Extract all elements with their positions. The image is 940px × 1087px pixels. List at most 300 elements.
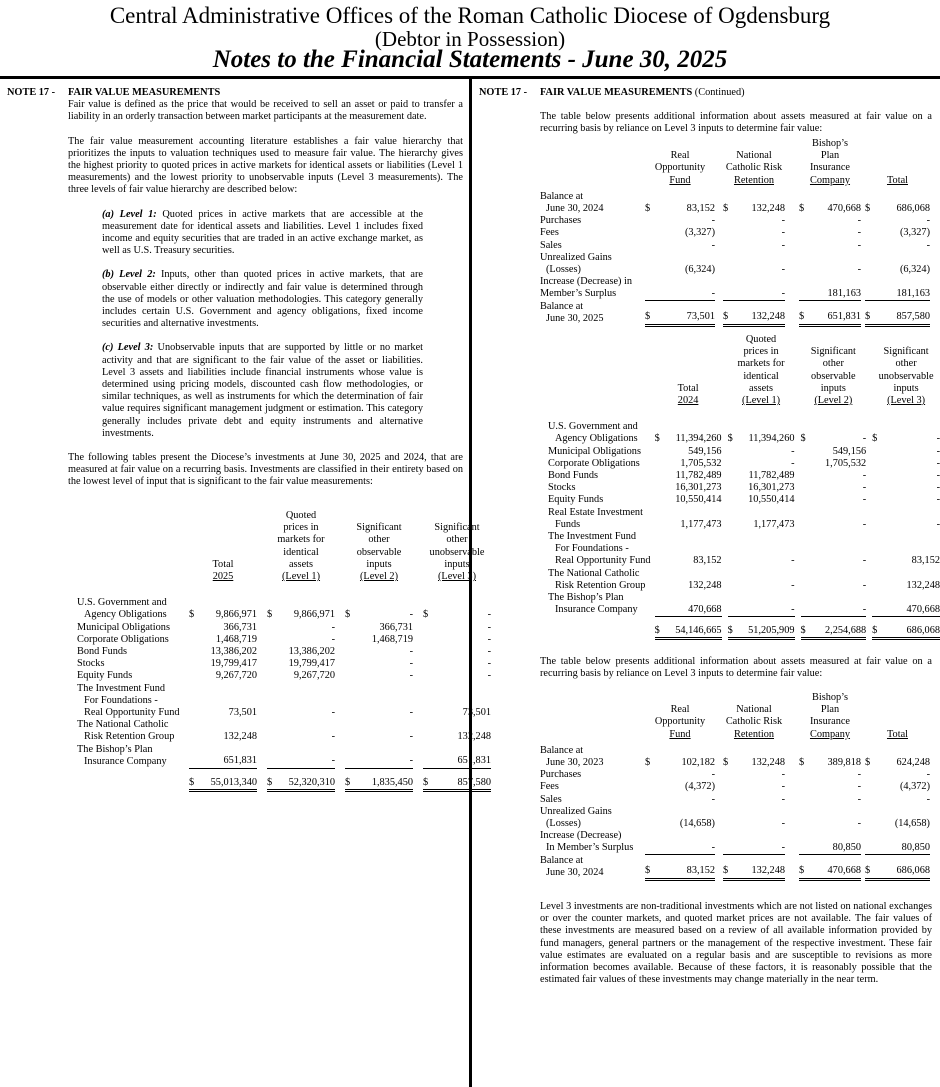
row-label [77, 622, 189, 634]
row-label-line: Member’s Surplus [540, 288, 617, 300]
rollforward-intro-2025: The table below presents additional information about assets measured at fair value on a recurring basis by reliance on Level 3 inputs to determine fair value: [540, 111, 932, 135]
currency-sign [799, 276, 809, 300]
column-header-line: unobservable [878, 370, 934, 382]
spacer-cell [548, 616, 940, 625]
col-gap [335, 634, 345, 646]
cell-value: (14,658) [894, 818, 930, 830]
table-row [548, 494, 940, 506]
column-header [655, 334, 722, 407]
table-row [77, 646, 491, 658]
currency-sign [801, 458, 810, 470]
level2-description [102, 269, 423, 330]
cell-value: - [791, 555, 795, 567]
row-label [548, 446, 655, 458]
column-header-line: National [736, 150, 772, 162]
currency-sign [189, 744, 199, 768]
row-label [540, 240, 645, 252]
rollforward-row [540, 806, 930, 830]
currency-sign [865, 830, 875, 854]
cell-value: - [936, 433, 940, 445]
row-label [77, 719, 189, 743]
column-header-line: prices in [283, 522, 319, 534]
column-header-line: other [368, 534, 390, 546]
cell-value: - [736, 592, 794, 616]
cell-value: (6,324) [899, 264, 930, 276]
currency-sign [865, 240, 875, 252]
row-label-line: Corporate Obligations [77, 633, 169, 645]
note-title-right: FAIR VALUE MEASUREMENTS [540, 87, 693, 98]
row-label [540, 830, 645, 854]
col-gap [257, 510, 267, 583]
spacer-cell [77, 583, 491, 597]
cell-value: - [655, 830, 715, 854]
column-header-line: other [822, 358, 844, 370]
cell-value: - [936, 470, 940, 482]
cell-value: 470,668 [827, 203, 861, 215]
cell-value: - [781, 239, 785, 251]
cell-value: (3,327) [899, 227, 930, 239]
column-header-line: Catholic Risk [725, 716, 783, 728]
col-gap [785, 806, 799, 830]
currency-sign [655, 592, 664, 616]
col-gap [715, 215, 723, 227]
cell-value: 73,501 [228, 707, 257, 719]
currency-sign [801, 446, 810, 458]
debtor-status: (Debtor in Possession) [374, 27, 566, 51]
cell-value: 9,866,971 [215, 609, 257, 621]
cell-value: 13,386,202 [210, 646, 257, 658]
cell-value: - [331, 621, 335, 633]
currency-sign: $ [645, 203, 651, 215]
currency-sign: $ [799, 757, 805, 769]
currency-sign [801, 470, 810, 482]
currency-sign [423, 658, 433, 670]
rollforward-intro-2024-block [540, 656, 932, 680]
currency-sign [189, 658, 199, 670]
cell-value: - [857, 227, 861, 239]
investments-table-2024 [548, 334, 940, 640]
level3-explanation-block [540, 901, 932, 986]
column-header-line: Significant [883, 346, 929, 358]
col-gap [413, 597, 423, 621]
currency-sign: $ [654, 433, 660, 445]
currency-sign [655, 446, 664, 458]
level2-text: Inputs, other than quoted prices in active markets, that are observable either directly or indirectly and fair value is determined through the use of models or other valuation methodologies. This category generally includes certain U.S. Government and agency obligations, fixed income securities and alternative investments. [102, 269, 424, 330]
row-label-line: Increase (Decrease) in [540, 276, 633, 288]
note-title-left: FAIR VALUE MEASUREMENTS [68, 87, 221, 98]
table-row [77, 622, 491, 634]
currency-sign [267, 658, 277, 670]
currency-sign [345, 658, 355, 670]
cell-value: (4,372) [899, 781, 930, 793]
currency-sign: $ [865, 855, 875, 879]
row-label-line: Stocks [77, 658, 105, 670]
col-gap [335, 670, 345, 682]
currency-sign [189, 646, 199, 658]
row-label-line: (Losses) [546, 264, 581, 276]
table-row [77, 658, 491, 670]
column-header [799, 138, 861, 187]
row-label [77, 670, 189, 682]
currency-sign [267, 744, 277, 768]
currency-sign [655, 458, 664, 470]
column-header-line: unobservable [429, 546, 485, 558]
row-label-line: The Investment Fund [77, 682, 166, 694]
row-label-line: Risk Retention Group [84, 731, 175, 743]
cell-value: - [331, 633, 335, 645]
cell-value: - [331, 707, 335, 719]
currency-sign [872, 568, 881, 592]
col-gap [785, 769, 799, 781]
col-gap [785, 276, 799, 300]
level1-description [102, 209, 423, 258]
currency-sign [728, 458, 737, 470]
currency-sign [723, 830, 733, 854]
row-label-line: Agency Obligations [84, 609, 167, 621]
cell-value: 16,301,273 [748, 482, 795, 494]
currency-sign [865, 276, 875, 300]
rollforward-intro-2024: The table below presents additional information about assets measured at fair value on a recurring basis by reliance on Level 3 inputs to determine fair value: [540, 656, 932, 680]
cell-value: - [487, 621, 491, 633]
row-label-line: Real Estate Investment [548, 506, 643, 518]
table-row [77, 683, 491, 720]
total-value: 2,254,688 [809, 625, 866, 639]
column-header-line: Opportunity [654, 716, 706, 728]
column-header-period: (Level 2) [359, 571, 399, 583]
column-header-line: observable [811, 370, 856, 382]
currency-sign: $ [723, 757, 729, 769]
column-header-period: (Level 3) [437, 571, 477, 583]
currency-sign [345, 646, 355, 658]
currency-sign: $ [189, 609, 195, 621]
column-header [728, 334, 795, 407]
currency-sign [801, 494, 810, 506]
currency-sign [723, 806, 733, 830]
table-row [548, 531, 940, 568]
column-header-line: Company [809, 728, 851, 740]
cell-value: 181,163 [875, 276, 930, 300]
currency-sign [872, 482, 881, 494]
currency-sign [799, 215, 809, 227]
col-gap [785, 781, 799, 793]
col-gap [715, 855, 723, 879]
row-label-line: Risk Retention Group [555, 579, 646, 591]
cell-value: 651,831 [809, 301, 861, 325]
col-gap [257, 597, 267, 621]
cell-value: 132,248 [223, 731, 257, 743]
rollforward-row [540, 769, 930, 781]
row-label [77, 646, 189, 658]
row-label [540, 745, 645, 769]
cell-value: 686,068 [875, 855, 930, 879]
column-header-line: Fund [669, 174, 691, 186]
currency-sign [799, 794, 809, 806]
currency-sign [645, 252, 655, 276]
currency-sign [645, 806, 655, 830]
column-header-line: Retention [733, 728, 775, 740]
col-gap [335, 683, 345, 720]
col-gap [715, 794, 723, 806]
column-header-line: inputs [893, 382, 919, 394]
currency-sign [801, 482, 810, 494]
currency-sign [723, 252, 733, 276]
col-gap [335, 744, 345, 768]
row-label-line: Fees [540, 227, 559, 239]
row-label-line: Balance at [540, 300, 584, 312]
spacer-row [548, 407, 940, 421]
column-header-line: inputs [366, 558, 392, 570]
column-header-line: other [446, 534, 468, 546]
currency-sign: $ [800, 433, 806, 445]
currency-sign: $ [189, 777, 199, 791]
table-row [77, 744, 491, 768]
column-header-line: identical [743, 370, 779, 382]
row-label [548, 531, 655, 568]
spacer-row [77, 768, 491, 777]
cell-value: - [936, 445, 940, 457]
cell-value: 470,668 [882, 592, 940, 616]
column-header [423, 510, 491, 583]
total-row [548, 625, 940, 639]
currency-sign: $ [645, 301, 655, 325]
cell-value: 470,668 [663, 592, 721, 616]
cell-value: - [936, 457, 940, 469]
currency-sign [423, 683, 433, 720]
currency-sign [865, 794, 875, 806]
table-header-row [77, 510, 491, 583]
column-header-line: National [736, 704, 772, 716]
cell-value: 83,152 [693, 555, 722, 567]
currency-sign: $ [723, 301, 733, 325]
total-value: 52,320,310 [277, 777, 335, 791]
row-label [540, 781, 645, 793]
cell-value: - [857, 239, 861, 251]
cell-value: - [862, 579, 867, 591]
row-label-line: Sales [540, 239, 562, 251]
table-row [77, 670, 491, 682]
cell-value: - [655, 276, 715, 300]
table-row [548, 470, 940, 482]
column-header-period: (Level 2) [814, 395, 853, 407]
row-label-line: Insurance Company [84, 755, 167, 767]
cell-value: 624,248 [896, 757, 930, 769]
level2-label: (b) Level 2: [102, 269, 156, 281]
col-gap [715, 301, 723, 325]
cell-value: 1,705,532 [824, 457, 867, 469]
row-label [548, 507, 655, 531]
currency-sign [645, 240, 655, 252]
rollforward-row [540, 240, 930, 252]
cell-value: - [857, 769, 861, 781]
row-label-line: Fees [540, 781, 559, 793]
row-label-line: The National Catholic [77, 719, 169, 731]
col-gap [715, 240, 723, 252]
row-label [540, 794, 645, 806]
column-header-line: Total [886, 728, 908, 740]
currency-sign [723, 781, 733, 793]
column-header-line: assets [288, 558, 314, 570]
row-label [548, 568, 655, 592]
row-label [77, 744, 189, 768]
currency-sign: $ [645, 757, 651, 769]
currency-sign: $ [723, 203, 729, 215]
row-label-line: Real Opportunity Fund [84, 707, 180, 719]
table-row [548, 592, 940, 616]
cell-value: - [936, 518, 940, 530]
row-label-line: June 30, 2024 [546, 203, 604, 215]
row-label-line: The Bishop’s Plan [77, 743, 153, 755]
total-value: 55,013,340 [199, 777, 257, 791]
currency-sign [728, 531, 737, 568]
column-header-line: Fund [669, 728, 691, 740]
row-label-line: Funds [555, 518, 581, 530]
cell-value: - [926, 769, 930, 781]
currency-sign [728, 446, 737, 458]
currency-sign: $ [799, 203, 805, 215]
currency-sign [189, 719, 199, 743]
column-header-line: Bishop’s [811, 692, 849, 703]
col-gap [785, 252, 799, 276]
column-header [267, 510, 335, 583]
row-label-line: Increase (Decrease) [540, 830, 622, 842]
cell-value: 1,177,473 [753, 518, 795, 530]
currency-sign [872, 470, 881, 482]
currency-sign [872, 494, 881, 506]
currency-sign [645, 830, 655, 854]
cell-value: - [791, 457, 795, 469]
cell-value: 73,501 [655, 301, 715, 325]
col-gap [335, 658, 345, 670]
table-row [548, 446, 940, 458]
column-header-line: markets for [737, 358, 785, 370]
investments-table-2025 [77, 510, 491, 792]
rollforward-row [540, 855, 930, 879]
row-label [540, 855, 645, 879]
row-label-line: Equity Funds [548, 494, 604, 506]
note-number-left: NOTE 17 - [7, 87, 56, 98]
total-row [77, 777, 491, 791]
row-label-line: The National Catholic [548, 567, 640, 579]
column-header-line: Insurance [809, 162, 851, 174]
col-gap [785, 240, 799, 252]
cell-value: - [936, 482, 940, 494]
rollforward-row [540, 745, 930, 769]
cell-value: - [487, 670, 491, 682]
column-header [872, 334, 940, 407]
table-row [548, 458, 940, 470]
row-label-line: Equity Funds [77, 670, 133, 682]
row-label-line: Insurance Company [555, 604, 638, 616]
currency-sign [345, 683, 355, 720]
cell-value: - [409, 707, 413, 719]
column-header-line: Total [886, 174, 908, 186]
currency-sign [865, 769, 875, 781]
column-header-line: Total [677, 382, 699, 394]
currency-sign [345, 744, 355, 768]
col-gap [413, 510, 423, 583]
currency-sign [655, 568, 664, 592]
total-label [77, 777, 189, 791]
cell-value: 9,267,720 [293, 670, 335, 682]
currency-sign [267, 683, 277, 720]
column-header-line: inputs [444, 558, 470, 570]
column-header [865, 138, 930, 187]
currency-sign [728, 568, 737, 592]
currency-sign: $ [728, 625, 737, 639]
cell-value: - [409, 658, 413, 670]
cell-value: 73,501 [462, 707, 491, 719]
rollforward-row [540, 830, 930, 854]
currency-sign: $ [799, 301, 809, 325]
rollforward-row [540, 227, 930, 239]
cell-value: 132,248 [906, 579, 940, 591]
total-value: 54,146,665 [663, 625, 721, 639]
currency-sign [728, 494, 737, 506]
col-gap [335, 597, 345, 621]
cell-value: - [862, 555, 867, 567]
currency-sign: $ [872, 433, 878, 445]
total-value: 1,835,450 [355, 777, 413, 791]
note-title-right-line [540, 87, 932, 99]
currency-sign: $ [423, 609, 429, 621]
column-header-line: Bishop’s [811, 138, 849, 149]
cell-value: - [926, 793, 930, 805]
col-gap [335, 622, 345, 634]
column-header-line: Significant [356, 522, 402, 534]
cell-value: - [936, 494, 940, 506]
level3-explanation: Level 3 investments are non-traditional investments which are not listed on national exchanges or over the counter markets, and quoted market prices are not available. The fair values of these investments are measured based on a review of all available information provided by fund managers, general partners or the management of the respective investment. These fair value estimates are evaluated on a regular basis and are susceptible to revisions as more information becomes available. Because of these factors, it is reasonably possible that the estimated fair values of these investments may change materially in the near term. [540, 901, 932, 986]
currency-sign: $ [423, 777, 433, 791]
cell-value: - [487, 658, 491, 670]
currency-sign [799, 769, 809, 781]
column-header-line: Quoted [285, 510, 317, 521]
currency-sign: $ [799, 855, 809, 879]
cell-value: 470,668 [809, 855, 861, 879]
row-label [548, 421, 655, 445]
cell-value: - [781, 818, 785, 830]
currency-sign [423, 646, 433, 658]
row-label-line: Agency Obligations [555, 433, 638, 445]
level1-text: Quoted prices in active markets that are accessible at the measurement date for identical assets and liabilities. Level 1 includes fixed income and equity securities that are traded in an active exchange market, as well as U.S. Treasury securities. [102, 208, 423, 257]
total-value: 686,068 [882, 625, 940, 639]
col-gap [785, 794, 799, 806]
col-gap [785, 745, 799, 769]
col-gap [785, 227, 799, 239]
currency-sign [799, 781, 809, 793]
col-gap [257, 670, 267, 682]
cell-value: - [711, 769, 715, 781]
column-header-line: assets [749, 382, 774, 394]
header-spacer [548, 334, 655, 407]
cell-value: 9,866,971 [293, 609, 335, 621]
report-entity-title: Central Administrative Offices of the Roman Catholic Diocese of Ogdensburg [109, 3, 831, 28]
currency-sign [423, 634, 433, 646]
cell-value: - [857, 264, 861, 276]
cell-value: 132,248 [733, 301, 785, 325]
currency-sign [723, 215, 733, 227]
cell-value: 9,267,720 [215, 670, 257, 682]
cell-value: - [487, 646, 491, 658]
cell-value: 132,248 [751, 203, 785, 215]
currency-sign [655, 494, 664, 506]
table-row [77, 597, 491, 621]
currency-sign [345, 719, 355, 743]
currency-sign [267, 646, 277, 658]
cell-value: - [733, 830, 785, 854]
row-label [540, 215, 645, 227]
column-header-line: identical [283, 546, 319, 558]
currency-sign [723, 227, 733, 239]
